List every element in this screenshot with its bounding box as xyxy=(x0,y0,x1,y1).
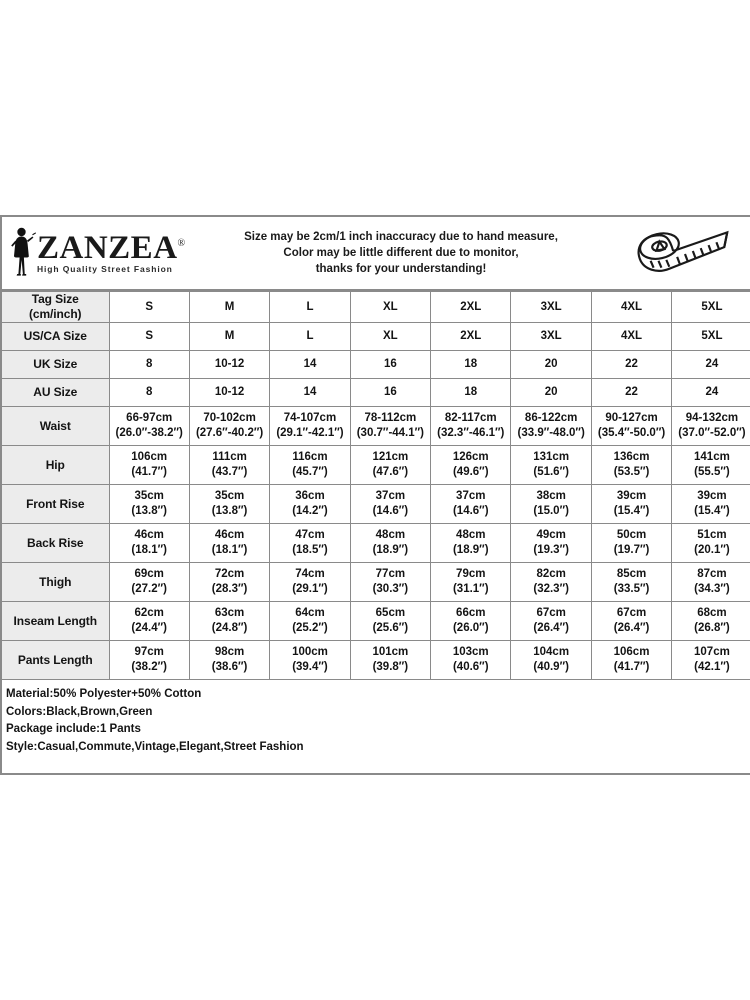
table-cell: 2XL xyxy=(431,323,511,351)
cell-value-cm: 48cm xyxy=(456,529,486,541)
table-cell: 16 xyxy=(350,351,430,379)
cell-value-inch: (39.4″) xyxy=(292,661,328,673)
cell-value-inch: (28.3″) xyxy=(211,583,248,595)
table-cell: XL xyxy=(350,323,430,351)
table-cell xyxy=(350,407,430,446)
cell-value-cm: 62cm xyxy=(134,607,164,619)
cell-value-inch: (13.8″) xyxy=(131,505,167,517)
row-header-line: (cm/inch) xyxy=(29,307,82,321)
table-cell: 8 xyxy=(109,351,189,379)
table-cell xyxy=(350,563,430,602)
cell-value-inch: (51.6″) xyxy=(533,466,569,478)
cell-value-inch: (32.3″) xyxy=(533,583,569,595)
table-cell xyxy=(672,407,750,446)
row-header-line: Tag Size xyxy=(31,292,79,306)
cell-value-cm: 74-107cm xyxy=(283,412,337,424)
table-cell: 5XL xyxy=(672,323,750,351)
table-cell xyxy=(431,524,511,563)
table-cell xyxy=(109,446,189,485)
cell-value-inch: (14.6″) xyxy=(372,505,409,517)
table-cell: 8 xyxy=(109,379,189,407)
table-cell xyxy=(350,446,430,485)
table-cell xyxy=(511,602,591,641)
row-header-line: AU Size xyxy=(33,385,78,399)
row-header-line: Hip xyxy=(45,457,65,472)
cell-value-cm: 63cm xyxy=(214,607,245,619)
table-cell: 14 xyxy=(270,379,350,407)
table-cell: L xyxy=(270,292,350,323)
cell-value-cm: 100cm xyxy=(292,646,328,658)
table-cell xyxy=(350,641,430,680)
row-header-front-rise xyxy=(2,485,109,524)
row-header-line: Thigh xyxy=(39,574,72,589)
table-cell xyxy=(109,524,189,563)
table-cell xyxy=(431,407,511,446)
cell-value-cm: 35cm xyxy=(134,490,164,502)
cell-value-inch: (24.8″) xyxy=(211,622,248,634)
cell-value-cm: 74cm xyxy=(295,568,325,580)
table-cell: M xyxy=(189,323,269,351)
table-cell xyxy=(109,407,189,446)
row-header-us-ca-size xyxy=(2,323,109,351)
cell-value-cm: 49cm xyxy=(536,529,566,541)
table-cell xyxy=(511,641,591,680)
cell-value-inch: (24.4″) xyxy=(131,622,167,634)
cell-value-cm: 37cm xyxy=(375,490,406,502)
cell-value-cm: 70-102cm xyxy=(203,412,256,424)
table-row xyxy=(2,379,750,407)
cell-value-inch: (19.7″) xyxy=(613,544,650,556)
cell-value-inch: (15.0″) xyxy=(533,505,569,517)
cell-value-inch: (47.6″) xyxy=(372,466,409,478)
table-row xyxy=(2,407,750,446)
cell-value-inch: (25.6″) xyxy=(372,622,409,634)
cell-value-inch: (27.6″-40.2″) xyxy=(195,427,264,439)
cell-value-cm: 77cm xyxy=(375,568,406,580)
size-chart-table xyxy=(2,291,750,680)
cell-value-inch: (20.1″) xyxy=(694,544,730,556)
cell-value-cm: 103cm xyxy=(452,646,489,658)
table-cell xyxy=(672,563,750,602)
row-header-line: Back Rise xyxy=(27,535,84,550)
table-row xyxy=(2,446,750,485)
cell-value-inch: (15.4″) xyxy=(694,505,730,517)
row-header-line: UK Size xyxy=(33,357,78,371)
cell-value-inch: (40.9″) xyxy=(533,661,569,673)
cell-value-cm: 50cm xyxy=(616,529,647,541)
row-header-line: Pants Length xyxy=(17,652,93,667)
cell-value-cm: 38cm xyxy=(536,490,566,502)
cell-value-inch: (43.7″) xyxy=(211,466,248,478)
table-cell: 16 xyxy=(350,379,430,407)
cell-value-cm: 79cm xyxy=(456,568,486,580)
table-cell xyxy=(109,641,189,680)
brand-logo xyxy=(2,226,192,280)
brand-wordmark xyxy=(37,232,186,264)
cell-value-cm: 68cm xyxy=(697,607,727,619)
table-cell xyxy=(189,602,269,641)
cell-value-cm: 101cm xyxy=(372,646,409,658)
table-cell xyxy=(672,602,750,641)
table-cell: 20 xyxy=(511,351,591,379)
notice-line-3: thanks for your understanding! xyxy=(315,263,487,275)
cell-value-cm: 66-97cm xyxy=(126,412,173,424)
table-cell xyxy=(431,602,511,641)
row-header-inseam-length xyxy=(2,602,109,641)
measurement-notice xyxy=(192,229,630,277)
table-cell xyxy=(109,563,189,602)
table-cell xyxy=(350,524,430,563)
table-cell xyxy=(591,485,671,524)
table-cell xyxy=(270,446,350,485)
table-row xyxy=(2,292,750,323)
size-chart-body xyxy=(2,292,750,680)
cell-value-cm: 46cm xyxy=(214,529,245,541)
cell-value-inch: (14.2″) xyxy=(292,505,328,517)
table-cell: L xyxy=(270,323,350,351)
cell-value-cm: 107cm xyxy=(694,646,730,658)
table-cell xyxy=(270,563,350,602)
table-cell xyxy=(672,524,750,563)
cell-value-inch: (27.2″) xyxy=(131,583,167,595)
cell-value-inch: (30.3″) xyxy=(372,583,409,595)
cell-value-cm: 66cm xyxy=(456,607,486,619)
cell-value-inch: (33.5″) xyxy=(613,583,650,595)
cell-value-inch: (31.1″) xyxy=(452,583,489,595)
table-cell xyxy=(109,602,189,641)
table-cell xyxy=(189,563,269,602)
table-cell xyxy=(189,524,269,563)
table-cell xyxy=(511,563,591,602)
table-row xyxy=(2,323,750,351)
row-header-line: Waist xyxy=(39,418,71,433)
cell-value-inch: (37.0″-52.0″) xyxy=(678,427,746,439)
table-row xyxy=(2,524,750,563)
cell-value-cm: 85cm xyxy=(616,568,647,580)
table-cell: S xyxy=(109,292,189,323)
cell-value-inch: (25.2″) xyxy=(292,622,328,634)
cell-value-inch: (18.1″) xyxy=(131,544,167,556)
cell-value-cm: 39cm xyxy=(697,490,727,502)
table-cell xyxy=(511,446,591,485)
table-cell: 22 xyxy=(591,351,671,379)
cell-value-cm: 104cm xyxy=(533,646,570,658)
cell-value-cm: 65cm xyxy=(375,607,406,619)
cell-value-inch: (40.6″) xyxy=(452,661,489,673)
cell-value-cm: 51cm xyxy=(697,529,727,541)
cell-value-cm: 87cm xyxy=(697,568,727,580)
table-cell xyxy=(431,485,511,524)
row-header-hip xyxy=(2,446,109,485)
size-chart-sheet xyxy=(0,215,750,775)
table-cell: M xyxy=(189,292,269,323)
table-cell: 4XL xyxy=(591,292,671,323)
cell-value-cm: 48cm xyxy=(375,529,406,541)
cell-value-inch: (38.6″) xyxy=(211,661,248,673)
table-cell xyxy=(672,641,750,680)
note-colors: Colors:Black,Brown,Green xyxy=(6,705,153,718)
cell-value-inch: (55.5″) xyxy=(694,466,730,478)
cell-value-inch: (49.6″) xyxy=(452,466,489,478)
cell-value-cm: 90-127cm xyxy=(605,412,658,424)
cell-value-cm: 136cm xyxy=(613,451,650,463)
cell-value-inch: (15.4″) xyxy=(613,505,650,517)
cell-value-cm: 37cm xyxy=(456,490,486,502)
table-cell: 24 xyxy=(672,351,750,379)
cell-value-cm: 67cm xyxy=(616,607,647,619)
table-cell: XL xyxy=(350,292,430,323)
table-cell: 3XL xyxy=(511,292,591,323)
cell-value-inch: (26.4″) xyxy=(533,622,569,634)
table-row xyxy=(2,485,750,524)
row-header-waist xyxy=(2,407,109,446)
cell-value-cm: 36cm xyxy=(295,490,325,502)
row-header-uk-size xyxy=(2,351,109,379)
cell-value-cm: 111cm xyxy=(212,451,247,463)
cell-value-inch: (14.6″) xyxy=(452,505,489,517)
note-package: Package include:1 Pants xyxy=(6,723,141,735)
row-header-au-size xyxy=(2,379,109,407)
cell-value-inch: (42.1″) xyxy=(694,661,730,673)
table-cell xyxy=(431,446,511,485)
row-header-line: Front Rise xyxy=(26,496,85,511)
row-header-thigh xyxy=(2,563,109,602)
cell-value-cm: 86-122cm xyxy=(524,412,578,424)
cell-value-cm: 67cm xyxy=(536,607,566,619)
cell-value-inch: (18.9″) xyxy=(372,544,409,556)
cell-value-cm: 126cm xyxy=(452,451,489,463)
table-cell: 3XL xyxy=(511,323,591,351)
table-cell: 22 xyxy=(591,379,671,407)
table-cell: 14 xyxy=(270,351,350,379)
cell-value-inch: (26.0″-38.2″) xyxy=(115,427,183,439)
row-header-back-rise xyxy=(2,524,109,563)
table-row xyxy=(2,602,750,641)
table-cell xyxy=(270,485,350,524)
cell-value-cm: 97cm xyxy=(134,646,164,658)
cell-value-inch: (39.8″) xyxy=(372,661,409,673)
cell-value-inch: (26.8″) xyxy=(694,622,730,634)
table-cell: 24 xyxy=(672,379,750,407)
table-cell xyxy=(511,407,591,446)
row-header-line: US/CA Size xyxy=(23,329,87,343)
table-cell xyxy=(511,485,591,524)
cell-value-inch: (45.7″) xyxy=(292,466,328,478)
cell-value-cm: 106cm xyxy=(131,451,168,463)
table-cell xyxy=(591,407,671,446)
cell-value-cm: 64cm xyxy=(295,607,325,619)
table-cell: 10-12 xyxy=(189,351,269,379)
table-cell: 18 xyxy=(431,379,511,407)
cell-value-cm: 121cm xyxy=(372,451,409,463)
table-cell xyxy=(109,485,189,524)
cell-value-inch: (18.1″) xyxy=(211,544,248,556)
measuring-tape-icon xyxy=(630,224,740,282)
table-cell xyxy=(672,485,750,524)
table-cell: S xyxy=(109,323,189,351)
row-header-pants-length xyxy=(2,641,109,680)
table-cell xyxy=(591,524,671,563)
cell-value-inch: (26.0″) xyxy=(452,622,489,634)
table-cell xyxy=(350,602,430,641)
cell-value-inch: (18.5″) xyxy=(292,544,328,556)
cell-value-cm: 35cm xyxy=(214,490,245,502)
note-material: Material:50% Polyester+50% Cotton xyxy=(6,688,202,700)
table-cell xyxy=(189,407,269,446)
cell-value-cm: 72cm xyxy=(214,568,245,580)
cell-value-cm: 47cm xyxy=(295,529,325,541)
chart-header xyxy=(2,217,750,291)
cell-value-inch: (29.1″) xyxy=(292,583,328,595)
cell-value-cm: 82-117cm xyxy=(444,412,497,424)
note-style: Style:Casual,Commute,Vintage,Elegant,Street Fashion xyxy=(6,740,304,753)
cell-value-inch: (18.9″) xyxy=(452,544,489,556)
row-header-tag-size-cm-inch xyxy=(2,292,109,323)
table-cell: 10-12 xyxy=(189,379,269,407)
table-cell xyxy=(350,485,430,524)
row-header-line: Inseam Length xyxy=(13,613,97,628)
table-cell: 2XL xyxy=(431,292,511,323)
table-cell xyxy=(270,407,350,446)
cell-value-inch: (29.1″-42.1″) xyxy=(276,427,344,439)
cell-value-cm: 46cm xyxy=(134,529,164,541)
cell-value-inch: (41.7″) xyxy=(613,661,650,673)
table-cell xyxy=(591,563,671,602)
cell-value-cm: 131cm xyxy=(533,451,570,463)
table-cell xyxy=(511,524,591,563)
table-cell xyxy=(672,446,750,485)
registered-trademark-icon: ® xyxy=(177,238,186,249)
cell-value-inch: (53.5″) xyxy=(613,466,650,478)
cell-value-inch: (32.3″-46.1″) xyxy=(437,427,505,439)
cell-value-cm: 141cm xyxy=(694,451,730,463)
product-notes xyxy=(2,680,750,756)
cell-value-cm: 39cm xyxy=(616,490,647,502)
cell-value-cm: 94-132cm xyxy=(685,412,739,424)
notice-line-2: Color may be little different due to monitor, xyxy=(283,247,519,259)
brand-tagline: High Quality Street Fashion xyxy=(37,264,173,274)
cell-value-inch: (19.3″) xyxy=(533,544,569,556)
cell-value-cm: 82cm xyxy=(536,568,566,580)
table-cell: 20 xyxy=(511,379,591,407)
table-cell: 18 xyxy=(431,351,511,379)
table-cell xyxy=(189,641,269,680)
table-cell xyxy=(270,602,350,641)
table-cell xyxy=(189,446,269,485)
table-cell xyxy=(270,641,350,680)
table-cell: 4XL xyxy=(591,323,671,351)
table-row xyxy=(2,641,750,680)
table-row xyxy=(2,351,750,379)
cell-value-inch: (33.9″-48.0″) xyxy=(517,427,585,439)
table-cell xyxy=(431,641,511,680)
cell-value-inch: (13.8″) xyxy=(211,505,248,517)
table-cell xyxy=(591,641,671,680)
table-cell xyxy=(270,524,350,563)
cell-value-cm: 116cm xyxy=(292,451,328,463)
cell-value-inch: (34.3″) xyxy=(694,583,730,595)
woman-silhouette-icon xyxy=(10,226,36,280)
table-cell xyxy=(591,602,671,641)
cell-value-inch: (38.2″) xyxy=(131,661,167,673)
table-row xyxy=(2,563,750,602)
cell-value-cm: 106cm xyxy=(613,646,650,658)
cell-value-cm: 69cm xyxy=(134,568,164,580)
notice-line-1: Size may be 2cm/1 inch inaccuracy due to hand measure, xyxy=(244,231,558,243)
cell-value-cm: 78-112cm xyxy=(364,412,417,424)
brand-name: ZANZEA xyxy=(37,230,178,266)
cell-value-inch: (35.4″-50.0″) xyxy=(597,427,666,439)
cell-value-inch: (30.7″-44.1″) xyxy=(356,427,424,439)
table-cell: 5XL xyxy=(672,292,750,323)
table-cell xyxy=(189,485,269,524)
cell-value-inch: (26.4″) xyxy=(613,622,650,634)
tape-decoration xyxy=(630,224,750,282)
cell-value-inch: (41.7″) xyxy=(131,466,167,478)
table-cell xyxy=(591,446,671,485)
table-cell xyxy=(431,563,511,602)
cell-value-cm: 98cm xyxy=(214,646,245,658)
